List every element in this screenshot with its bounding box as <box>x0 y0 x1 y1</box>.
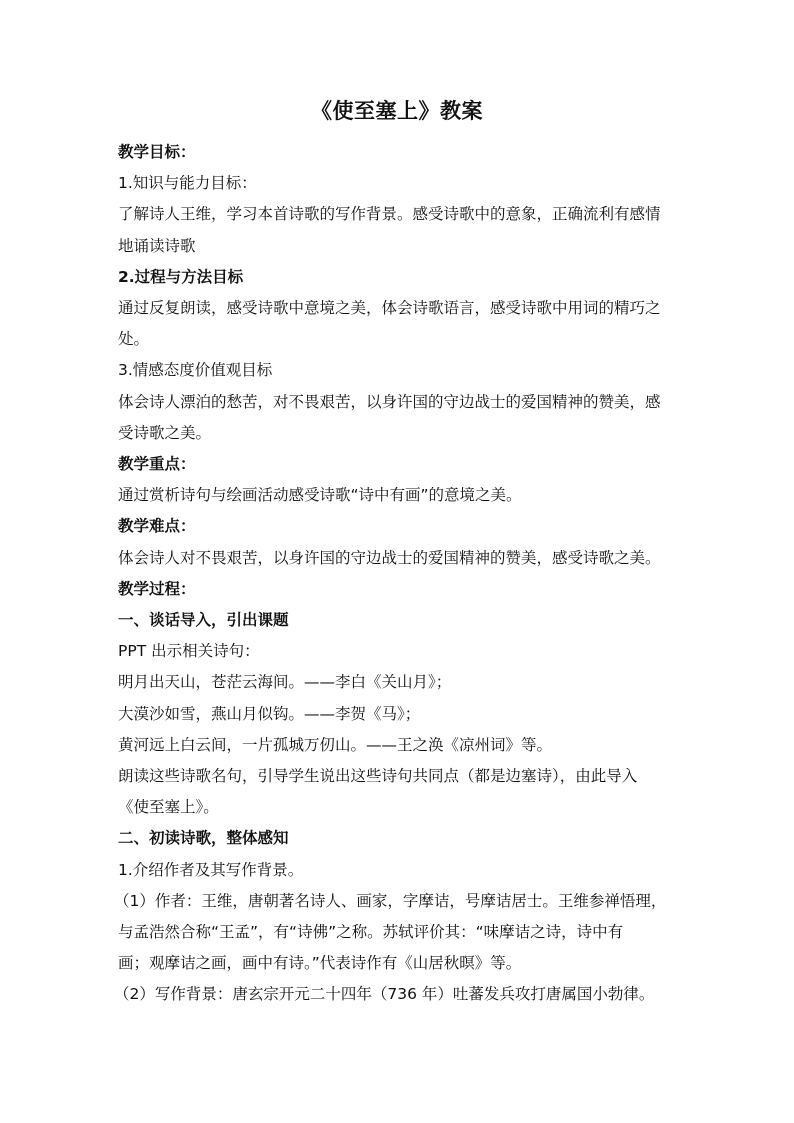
text-line: 受诗歌之美。 <box>118 423 212 442</box>
section-heading: 二、初读诗歌，整体感知 <box>118 829 289 848</box>
text-line: 地诵读诗歌 <box>118 236 196 255</box>
section-heading: 教学难点： <box>118 517 196 536</box>
text-line: 与孟浩然合称“王孟”，有“诗佛”之称。苏轼评价其：“味摩诘之诗，诗中有 <box>118 923 624 942</box>
text-line: 大漠沙如雪，燕山月似钩。——李贺《马》； <box>118 704 421 723</box>
document-title: 《使至塞上》教案 <box>311 99 483 123</box>
text-line: 黄河远上白云间，一片孤城万仞山。——王之涣《凉州词》等。 <box>118 735 553 754</box>
text-line: PPT 出示相关诗句： <box>118 642 260 661</box>
document-body <box>114 137 680 1011</box>
section-heading: 一、谈话导入，引出课题 <box>118 611 289 630</box>
text-line: 通过反复朗读，感受诗歌中意境之美，体会诗歌语言，感受诗歌中用词的精巧之 <box>118 299 661 318</box>
text-line: 1.介绍作者及其写作背景。 <box>118 860 304 879</box>
text-line: 体会诗人对不畏艰苦，以身许国的守边战士的爱国精神的赞美，感受诗歌之美。 <box>118 548 661 567</box>
text-line: 1.知识与能力目标： <box>118 174 257 193</box>
section-heading: 教学目标： <box>118 143 196 161</box>
text-line: （2）写作背景：唐玄宗开元二十四年（736 年）吐蕃发兵攻打唐属国小勃律。 <box>114 985 655 1004</box>
text-line: 处。 <box>118 330 150 349</box>
text-line: 《使至塞上》。 <box>118 798 219 817</box>
text-line: 通过赏析诗句与绘画活动感受诗歌“诗中有画”的意境之美。 <box>118 486 522 505</box>
text-line: 体会诗人漂泊的愁苦，对不畏艰苦，以身许国的守边战士的爱国精神的赞美，感 <box>118 392 661 411</box>
text-line: 了解诗人王维，学习本首诗歌的写作背景。感受诗歌中的意象，正确流利有感情 <box>118 205 661 224</box>
text-line: 朗读这些诗歌名句，引导学生说出这些诗句共同点（都是边塞诗），由此导入 <box>118 767 638 786</box>
section-heading: 2.过程与方法目标 <box>118 267 244 286</box>
section-heading: 教学重点： <box>118 455 196 474</box>
text-line: 3.情感态度价值观目标 <box>118 361 273 380</box>
section-heading: 教学过程： <box>118 579 196 598</box>
text-line: 明月出天山，苍茫云海间。——李白《关山月》； <box>118 673 452 692</box>
text-line: （1）作者：王维，唐朝著名诗人、画家，字摩诘，号摩诘居士。王维参禅悟理， <box>114 891 667 910</box>
text-line: 画；观摩诘之画，画中有诗。”代表诗作有《山居秋暝》等。 <box>118 954 522 973</box>
